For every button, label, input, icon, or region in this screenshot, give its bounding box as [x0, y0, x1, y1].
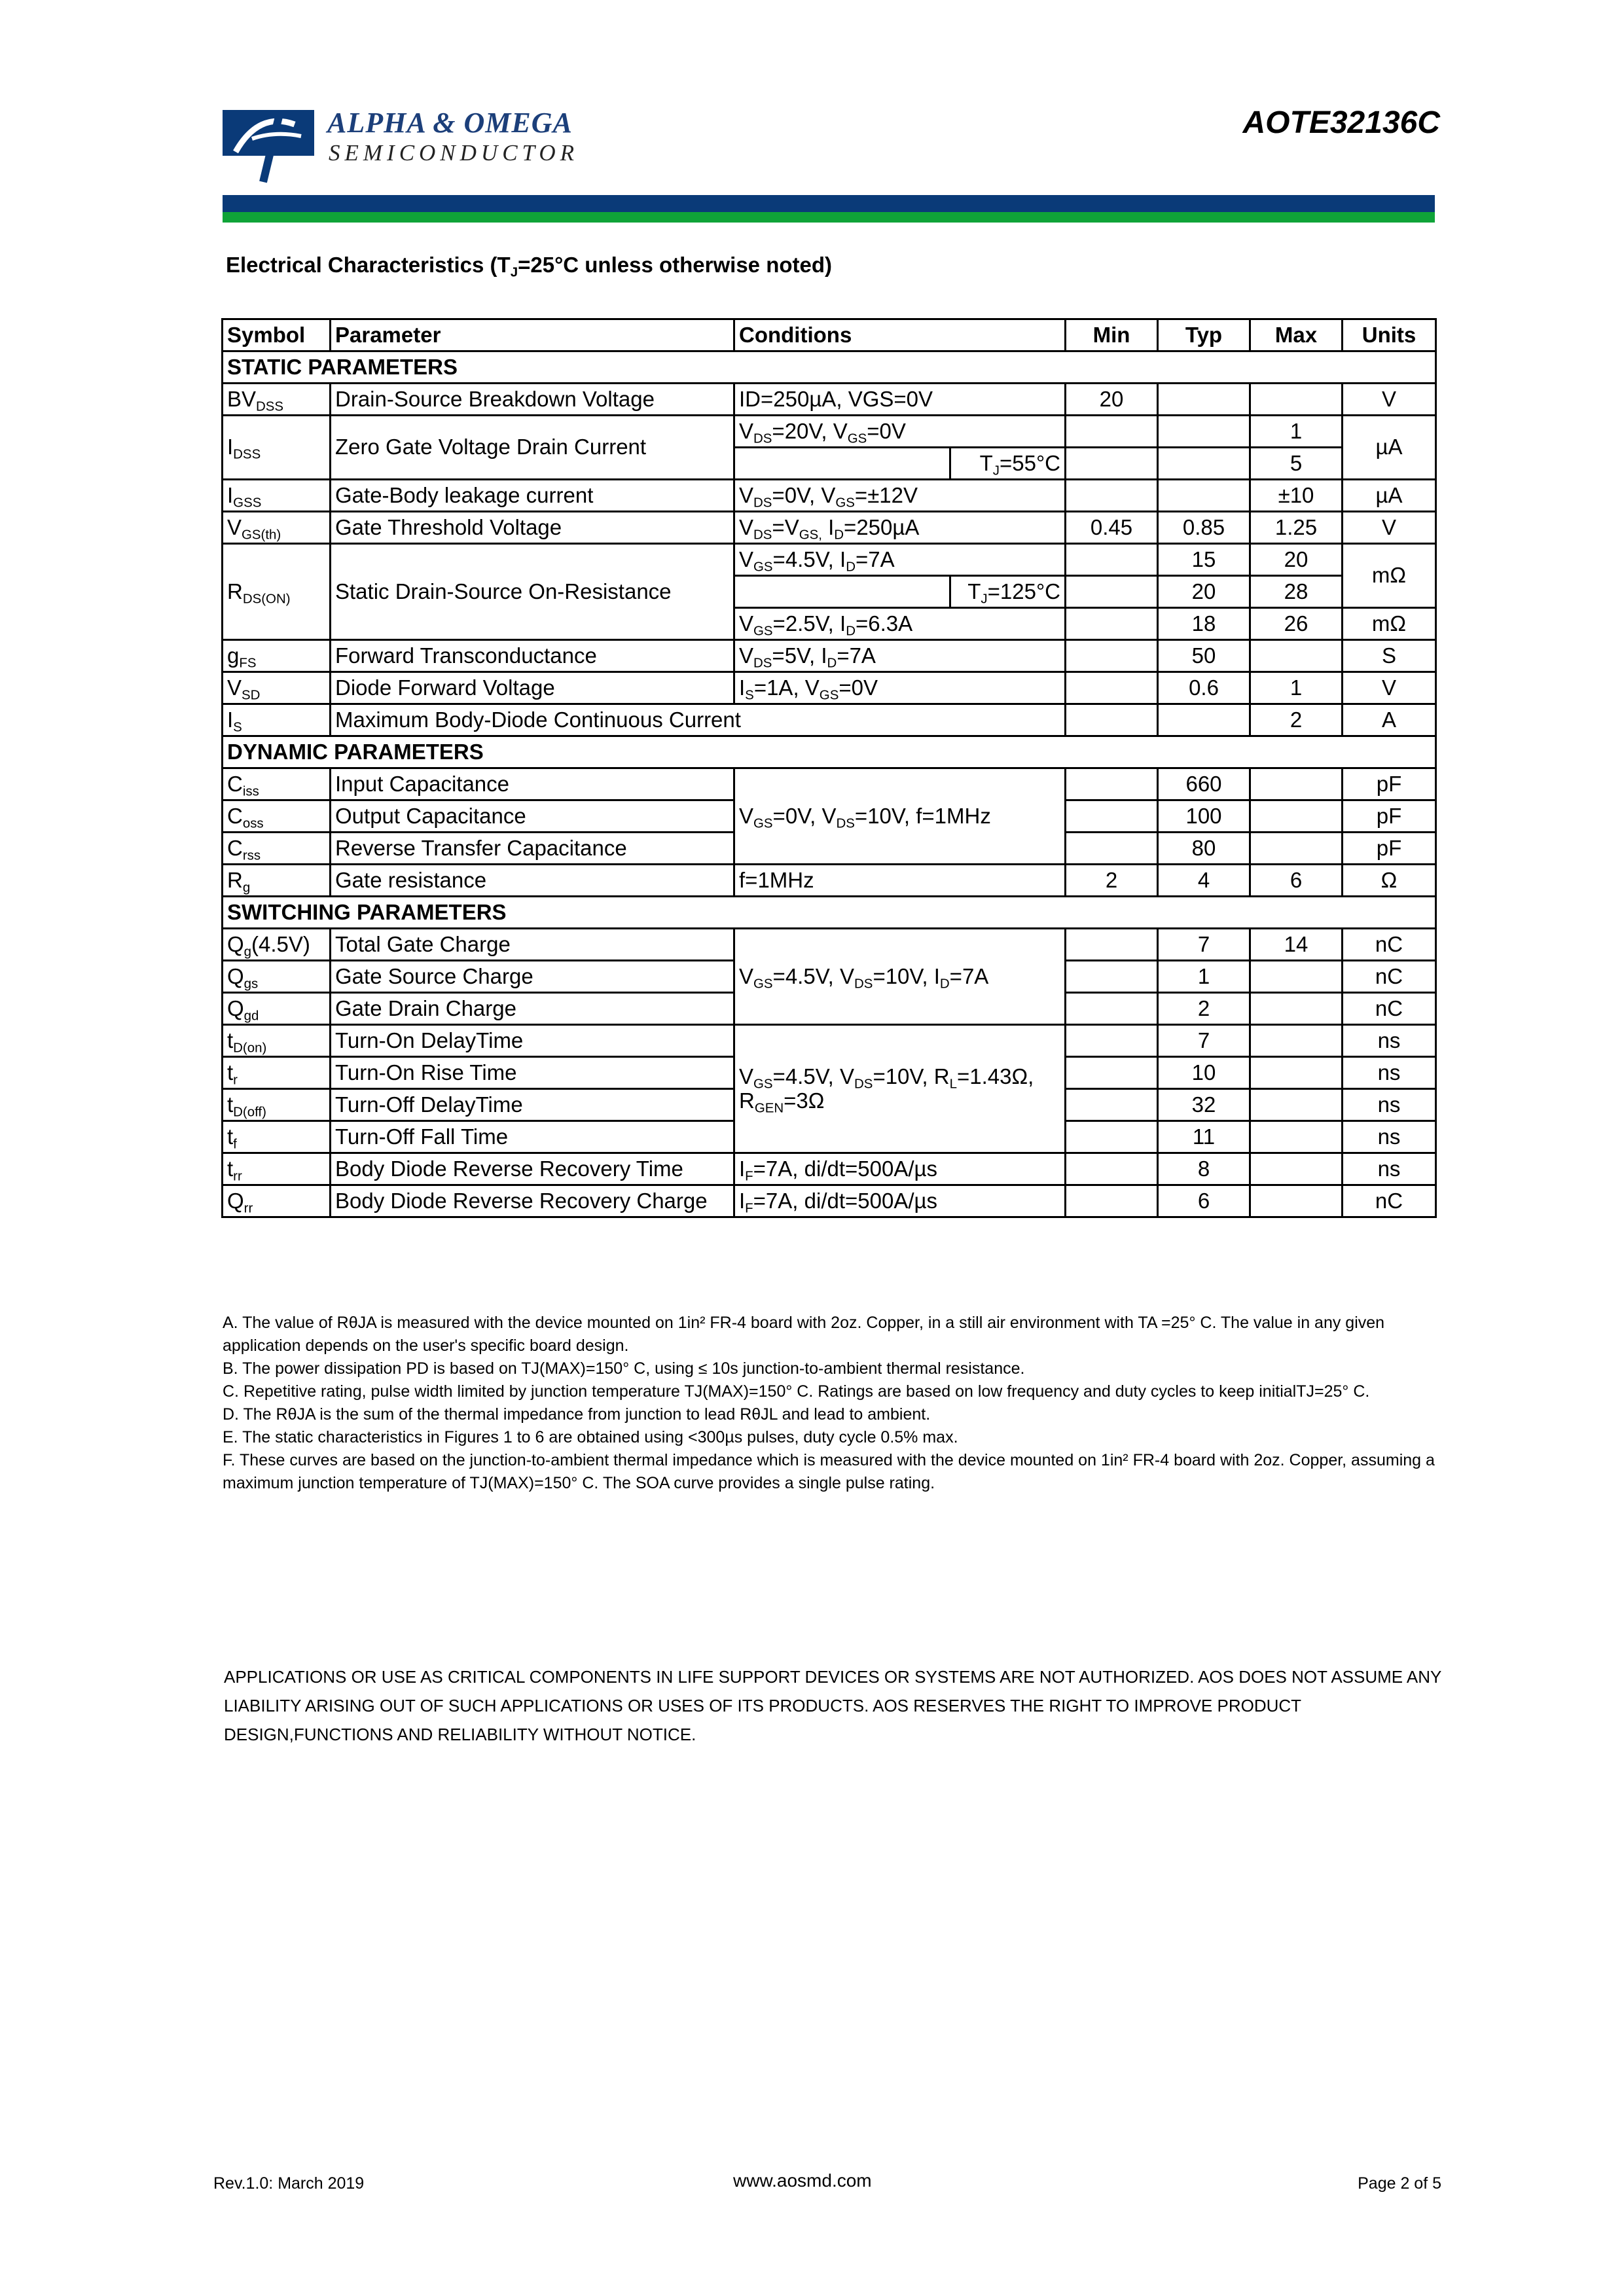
table-row-tdon — [223, 1025, 1436, 1057]
symbol-cell: $V_{SD}$ — [223, 672, 331, 704]
symbol-cell: $I_{GSS}$ — [223, 480, 331, 512]
table-row-vgsth — [223, 512, 1436, 544]
min-cell — [1066, 961, 1158, 993]
typ-cell: 660 — [1158, 768, 1250, 800]
units-cell: ns — [1343, 1057, 1436, 1089]
parameter-cell: Total Gate Charge — [331, 929, 734, 961]
note-f: F. These curves are based on the junction-to-ambient thermal impedance which is measured with the device mounted on 1in² FR-4 board with 2oz. Copper, assuming a maximum junction temperature of TJ(MAX)=150° C. The SOA curve provides a single pulse rating. — [223, 1451, 1435, 1492]
table-row-is — [223, 704, 1436, 736]
max-cell — [1250, 833, 1343, 865]
typ-cell: 6 — [1158, 1185, 1250, 1217]
typ-cell: 7 — [1158, 929, 1250, 961]
symbol-cell: $C_{iss}$ — [223, 768, 331, 800]
min-cell — [1066, 480, 1158, 512]
conditions-cell: $I_F=7A$, di/dt=500A/µs — [734, 1153, 1066, 1185]
parameter-cell: Body Diode Reverse Recovery Time — [331, 1153, 734, 1185]
note-c: C. Repetitive rating, pulse width limited by junction temperature TJ(MAX)=150° C. Ratings are based on low frequency and duty cycles to keep initialTJ=25° C. — [223, 1382, 1370, 1401]
units-cell: V — [1343, 512, 1436, 544]
min-cell — [1066, 544, 1158, 576]
typ-cell: 0.85 — [1158, 512, 1250, 544]
max-cell — [1250, 1089, 1343, 1121]
typ-cell: 2 — [1158, 993, 1250, 1025]
max-cell: 2 — [1250, 704, 1343, 736]
note-a: A. The value of RθJA is measured with the device mounted on 1in² FR-4 board with 2oz. Copper, in a still air environment with TA =25° C. The value in any given application depends on the user's specific board design. — [223, 1314, 1385, 1355]
max-cell — [1250, 1057, 1343, 1089]
table-row-qg — [223, 929, 1436, 961]
units-cell: V — [1343, 384, 1436, 416]
min-cell — [1066, 448, 1158, 480]
symbol-cell: $Q_g(4.5V)$ — [223, 929, 331, 961]
conditions-cell: $T_J=125^\circ C$ — [950, 576, 1066, 608]
units-cell: pF — [1343, 833, 1436, 865]
parameter-cell: Maximum Body-Diode Continuous Current — [331, 704, 1066, 736]
max-cell — [1250, 1025, 1343, 1057]
max-cell: 5 — [1250, 448, 1343, 480]
min-cell — [1066, 1089, 1158, 1121]
typ-cell: 8 — [1158, 1153, 1250, 1185]
min-cell — [1066, 1025, 1158, 1057]
min-cell — [1066, 800, 1158, 833]
min-cell — [1066, 1121, 1158, 1153]
parameter-cell: Body Diode Reverse Recovery Charge — [331, 1185, 734, 1217]
max-cell: 20 — [1250, 544, 1343, 576]
parameter-cell: Gate Source Charge — [331, 961, 734, 993]
table-row-gfs — [223, 640, 1436, 672]
table-row-rdson — [223, 544, 1436, 576]
conditions-cell: $V_{GS}=0V$, $V_{DS}=10V$, f=1MHz — [734, 768, 1066, 865]
parameter-cell: Input Capacitance — [331, 768, 734, 800]
typ-cell — [1158, 448, 1250, 480]
symbol-cell: $R_{DS(ON)}$ — [223, 544, 331, 640]
conditions-cell: $T_J=55^\circ C$ — [950, 448, 1066, 480]
symbol-cell: $I_{DSS}$ — [223, 416, 331, 480]
typ-cell — [1158, 384, 1250, 416]
aos-logo-icon — [223, 105, 314, 183]
revision-info: Rev.1.0: March 2019 — [213, 2174, 365, 2193]
conditions-cell: $I_F=7A$, di/dt=500A/µs — [734, 1185, 1066, 1217]
header-max: Max — [1250, 319, 1343, 351]
note-d: D. The RθJA is the sum of the thermal impedance from junction to lead RθJL and lead to ambient. — [223, 1405, 931, 1424]
units-cell: nC — [1343, 929, 1436, 961]
parameter-cell: Forward Transconductance — [331, 640, 734, 672]
max-cell: 1 — [1250, 416, 1343, 448]
typ-cell: 18 — [1158, 608, 1250, 640]
min-cell — [1066, 608, 1158, 640]
units-cell: A — [1343, 704, 1436, 736]
min-cell: 0.45 — [1066, 512, 1158, 544]
typ-cell: 10 — [1158, 1057, 1250, 1089]
conditions-cell: $V_{GS}=4.5V$, $V_{DS}=10V$, $I_D=7A$ — [734, 929, 1066, 1025]
header-symbol: Symbol — [223, 319, 331, 351]
conditions-cell: $V_{GS}=2.5V$, $I_D=6.3A$ — [734, 608, 1066, 640]
min-cell: 20 — [1066, 384, 1158, 416]
min-cell — [1066, 768, 1158, 800]
max-cell — [1250, 800, 1343, 833]
table-row-vsd — [223, 672, 1436, 704]
website-link[interactable]: www.aosmd.com — [733, 2170, 872, 2191]
conditions-cell: $V_{DS}=5V$, $I_D=7A$ — [734, 640, 1066, 672]
table-row-ciss — [223, 768, 1436, 800]
parameter-cell: Gate resistance — [331, 865, 734, 897]
parameter-cell: Output Capacitance — [331, 800, 734, 833]
parameter-cell: Gate-Body leakage current — [331, 480, 734, 512]
min-cell — [1066, 929, 1158, 961]
symbol-cell: $R_g$ — [223, 865, 331, 897]
parameter-cell: Turn-Off Fall Time — [331, 1121, 734, 1153]
max-cell — [1250, 993, 1343, 1025]
min-cell — [1066, 1185, 1158, 1217]
symbol-cell: $t_{rr}$ — [223, 1153, 331, 1185]
conditions-spacer — [734, 448, 950, 480]
max-cell — [1250, 1185, 1343, 1217]
typ-cell: 15 — [1158, 544, 1250, 576]
symbol-cell: $g_{FS}$ — [223, 640, 331, 672]
max-cell — [1250, 961, 1343, 993]
conditions-cell: f=1MHz — [734, 865, 1066, 897]
header-typ: Typ — [1158, 319, 1250, 351]
units-cell: pF — [1343, 800, 1436, 833]
conditions-cell: $V_{DS}=V_{GS,}$ $I_D=250\mu A$ — [734, 512, 1066, 544]
parameter-cell: Gate Drain Charge — [331, 993, 734, 1025]
parameter-cell: Turn-Off DelayTime — [331, 1089, 734, 1121]
table-row-idss — [223, 416, 1436, 448]
conditions-spacer — [734, 576, 950, 608]
company-name: ALPHA & OMEGA — [327, 107, 573, 139]
units-cell: nC — [1343, 993, 1436, 1025]
header-units: Units — [1343, 319, 1436, 351]
units-cell: mΩ — [1343, 544, 1436, 608]
units-cell: V — [1343, 672, 1436, 704]
symbol-cell: $V_{GS(th)}$ — [223, 512, 331, 544]
conditions-cell: $I_S=1A$, $V_{GS}=0V$ — [734, 672, 1066, 704]
symbol-cell: $t_{D(off)}$ — [223, 1089, 331, 1121]
min-cell — [1066, 672, 1158, 704]
max-cell — [1250, 768, 1343, 800]
max-cell: 28 — [1250, 576, 1343, 608]
header-min: Min — [1066, 319, 1158, 351]
units-cell: nC — [1343, 961, 1436, 993]
max-cell — [1250, 1153, 1343, 1185]
min-cell — [1066, 416, 1158, 448]
company-logo — [223, 105, 602, 183]
section-row-dynamic: DYNAMIC PARAMETERS — [223, 736, 1436, 768]
max-cell: ±10 — [1250, 480, 1343, 512]
part-number: AOTE32136C — [1242, 105, 1440, 140]
units-cell: Ω — [1343, 865, 1436, 897]
min-cell — [1066, 1153, 1158, 1185]
header-band-green — [223, 212, 1435, 223]
conditions-cell: $V_{GS}=4.5V$, $I_D=7A$ — [734, 544, 1066, 576]
max-cell — [1250, 384, 1343, 416]
note-e: E. The static characteristics in Figures 1 to 6 are obtained using <300µs pulses, duty cycle 0.5% max. — [223, 1428, 958, 1446]
max-cell: 6 — [1250, 865, 1343, 897]
symbol-cell: $t_{D(on)}$ — [223, 1025, 331, 1057]
table-row-bvdss — [223, 384, 1436, 416]
max-cell — [1250, 1121, 1343, 1153]
units-cell: nC — [1343, 1185, 1436, 1217]
units-cell: S — [1343, 640, 1436, 672]
section-row-static: STATIC PARAMETERS — [223, 351, 1436, 384]
min-cell: 2 — [1066, 865, 1158, 897]
typ-cell: 0.6 — [1158, 672, 1250, 704]
symbol-cell: $BV_{DSS}$ — [223, 384, 331, 416]
typ-cell — [1158, 480, 1250, 512]
parameter-cell: Static Drain-Source On-Resistance — [331, 544, 734, 640]
units-cell: ns — [1343, 1025, 1436, 1057]
parameter-cell: Zero Gate Voltage Drain Current — [331, 416, 734, 480]
max-cell: 1.25 — [1250, 512, 1343, 544]
typ-cell: 80 — [1158, 833, 1250, 865]
electrical-characteristics-table — [221, 318, 1437, 1218]
units-cell: ns — [1343, 1089, 1436, 1121]
symbol-cell: $C_{oss}$ — [223, 800, 331, 833]
symbol-cell: $Q_{rr}$ — [223, 1185, 331, 1217]
conditions-cell: $V_{DS}=20V$, $V_{GS}=0V$ — [734, 416, 1066, 448]
table-row-rg — [223, 865, 1436, 897]
min-cell — [1066, 833, 1158, 865]
typ-cell: 32 — [1158, 1089, 1250, 1121]
parameter-cell: Diode Forward Voltage — [331, 672, 734, 704]
company-subname: SEMICONDUCTOR — [329, 140, 579, 166]
parameter-cell: Gate Threshold Voltage — [331, 512, 734, 544]
footnotes — [223, 1312, 1440, 1495]
table-header-row — [223, 319, 1436, 351]
units-cell: µA — [1343, 480, 1436, 512]
page-number: Page 2 of 5 — [1358, 2174, 1441, 2193]
typ-cell: 1 — [1158, 961, 1250, 993]
conditions-cell: $V_{GS}=4.5V$, $V_{DS}=10V$, $R_L=1.43\Omega$, $R_{GEN}=3\Omega$ — [734, 1025, 1066, 1153]
symbol-cell: $I_S$ — [223, 704, 331, 736]
units-cell: pF — [1343, 768, 1436, 800]
symbol-cell: $Q_{gd}$ — [223, 993, 331, 1025]
section-row-switching: SWITCHING PARAMETERS — [223, 897, 1436, 929]
max-cell — [1250, 640, 1343, 672]
disclaimer: APPLICATIONS OR USE AS CRITICAL COMPONENTS IN LIFE SUPPORT DEVICES OR SYSTEMS ARE NOT AUTHORIZED. AOS DOES NOT ASSUME ANY LIABILITY ARISING OUT OF SUCH APPLICATIONS OR USES OF ITS PRODUCTS. AOS RESERVES THE RIGHT TO IMPROVE PRODUCT DESIGN,FUNCTIONS AND RELIABILITY WITHOUT NOTICE. — [224, 1667, 1441, 1744]
parameter-cell: Drain-Source Breakdown Voltage — [331, 384, 734, 416]
min-cell — [1066, 1057, 1158, 1089]
max-cell: 26 — [1250, 608, 1343, 640]
typ-cell: 7 — [1158, 1025, 1250, 1057]
typ-cell: 11 — [1158, 1121, 1250, 1153]
symbol-cell: $t_f$ — [223, 1121, 331, 1153]
typ-cell — [1158, 416, 1250, 448]
table-row-qrr — [223, 1185, 1436, 1217]
min-cell — [1066, 576, 1158, 608]
units-cell: µA — [1343, 416, 1436, 480]
note-b: B. The power dissipation PD is based on TJ(MAX)=150° C, using ≤ 10s junction-to-ambient thermal resistance. — [223, 1359, 1025, 1378]
typ-cell: 50 — [1158, 640, 1250, 672]
units-cell: mΩ — [1343, 608, 1436, 640]
typ-cell: 4 — [1158, 865, 1250, 897]
parameter-cell: Turn-On Rise Time — [331, 1057, 734, 1089]
section-title: Electrical Characteristics ($T_J=25^\circ C$ unless otherwise noted) — [226, 253, 832, 280]
min-cell — [1066, 640, 1158, 672]
symbol-cell: $C_{rss}$ — [223, 833, 331, 865]
typ-cell: 20 — [1158, 576, 1250, 608]
units-cell: ns — [1343, 1121, 1436, 1153]
max-cell: 14 — [1250, 929, 1343, 961]
table-row-trr — [223, 1153, 1436, 1185]
typ-cell — [1158, 704, 1250, 736]
table-row-igss — [223, 480, 1436, 512]
min-cell — [1066, 993, 1158, 1025]
symbol-cell: $t_r$ — [223, 1057, 331, 1089]
header-band-blue — [223, 195, 1435, 212]
header-parameter: Parameter — [331, 319, 734, 351]
parameter-cell: Turn-On DelayTime — [331, 1025, 734, 1057]
units-cell: ns — [1343, 1153, 1436, 1185]
max-cell: 1 — [1250, 672, 1343, 704]
parameter-cell: Reverse Transfer Capacitance — [331, 833, 734, 865]
symbol-cell: $Q_{gs}$ — [223, 961, 331, 993]
typ-cell: 100 — [1158, 800, 1250, 833]
header-conditions: Conditions — [734, 319, 1066, 351]
min-cell — [1066, 704, 1158, 736]
conditions-cell: $V_{DS}=0V$, $V_{GS}=\pm 12V$ — [734, 480, 1066, 512]
conditions-cell: ID=250µA, VGS=0V — [734, 384, 1066, 416]
